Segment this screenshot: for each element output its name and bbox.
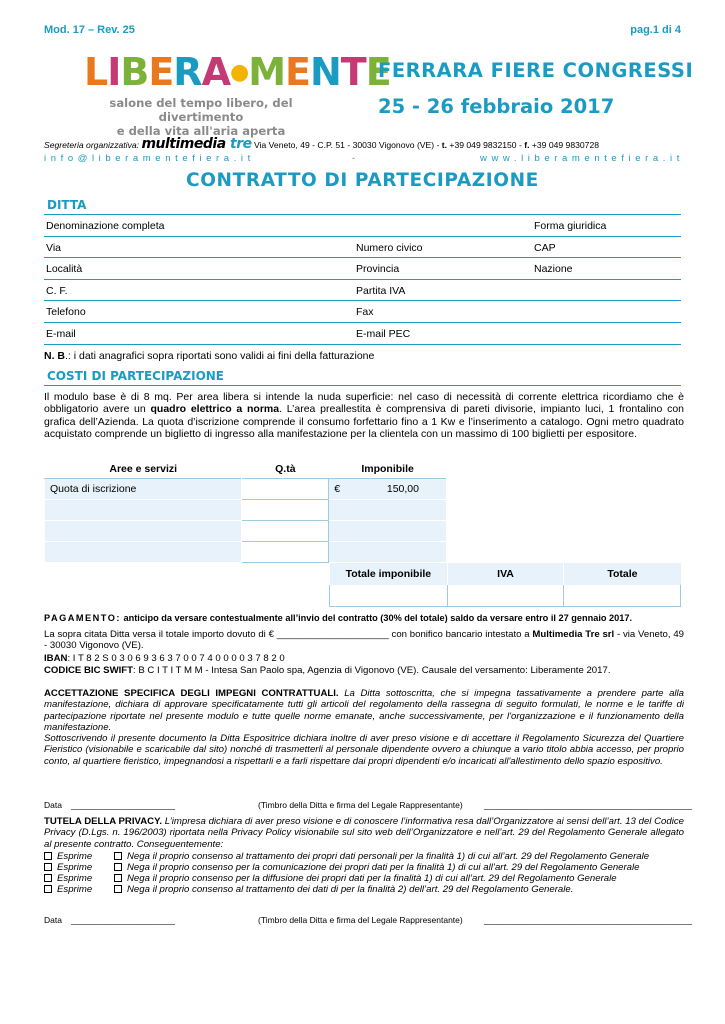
ditta-field-label: Telefono [46, 306, 86, 319]
tel-label: t. [441, 140, 448, 150]
col-imponibile: Imponibile [329, 460, 447, 478]
esprime-option[interactable] [44, 862, 92, 873]
ditta-field-label: CAP [534, 241, 556, 254]
ditta-heading: DITTA [47, 198, 87, 212]
nega-option[interactable] [114, 862, 640, 873]
payment-text-a: La sopra citata Ditta versa il totale importo dovuto di € _____________________ con bonifico bancario intestato a [44, 629, 533, 640]
table-row [45, 541, 447, 562]
signature-line-2 [44, 915, 693, 927]
stamp-label: (Timbro della Ditta e firma del Legale Rappresentante) [258, 800, 463, 810]
nega-label: Nega il proprio consenso al trattamento dei propri dati personali per la finalità 1) di cui all’art. 29 del Regolamento Generale [127, 851, 650, 862]
col-aree-servizi: Aree e servizi [45, 460, 242, 478]
ditta-row [44, 301, 681, 323]
checkbox-icon[interactable] [114, 874, 122, 882]
logo-tagline-line2: e della vita all'aria aperta [116, 124, 286, 138]
payment-terms [44, 613, 684, 624]
checkbox-icon[interactable] [114, 852, 122, 860]
ditta-field-label: E-mail [46, 328, 76, 340]
ditta-row [44, 280, 681, 302]
checkbox-icon[interactable] [44, 874, 52, 882]
totals-table [329, 563, 681, 607]
module-revision: Mod. 17 – Rev. 25 [44, 24, 135, 36]
website-link[interactable]: www.liberamentefiera.it [479, 153, 684, 164]
col-totale: Totale [564, 563, 681, 585]
esprime-label: Esprime [57, 851, 93, 862]
signature-line-1 [44, 800, 693, 812]
privacy-clause [44, 816, 684, 850]
ditta-field-label: C. F. [46, 284, 68, 297]
imponibile-input[interactable] [329, 520, 447, 541]
acceptance-text: La Ditta sottoscritta, che si impegna tassativamente a prendere parte alla manifestazione, dichiara di approvare specificatamente tutti gli articoli del regolamento della rassegna di seguito formulati, le norme e le tariffe di partecipazione riportate nel presente modulo e tutte quelle norme emanate, anche successivamente, per l'organizzazione e il funzionamento della manifestazione. [44, 688, 684, 734]
costi-heading: COSTI DI PARTECIPAZIONE [47, 369, 225, 383]
fair-venue-title: FERRARA FIERE CONGRESSI [378, 59, 694, 82]
ditta-field-label: Nazione [534, 263, 573, 276]
payment-paragraph [44, 629, 684, 652]
ditta-field-label: Forma giuridica [534, 220, 607, 232]
imponibile-input[interactable] [329, 541, 447, 562]
row-service-name: Quota di iscrizione [45, 478, 242, 499]
bic-label: CODICE BIC SWIFT [44, 665, 134, 676]
ditta-row [44, 258, 681, 280]
col-iva: IVA [447, 563, 564, 585]
privacy-text: L’impresa dichiara di aver preso visione e di conoscere l’informativa resa dall’Organizzatore ai sensi dell’art. 13 del Codice Privacy (D.Lgs. n. 196/2003) riportata nella Privacy Policy visionabile sul sito web dell’Organizzatore e nell’art. 29 del Regolamento Generale allegato al presente contratto. Conseguentemente: [44, 816, 684, 850]
date-label: Data [44, 800, 62, 810]
checkbox-icon[interactable] [114, 885, 122, 893]
ditta-field-label: Denominazione completa [46, 220, 165, 232]
col-qta: Q.tà [242, 460, 329, 478]
bic-value: : B C I T I T M M - Intesa San Paolo spa, Agenzia di Vigonovo (VE). Causale del versamento: Liberamente 2017. [133, 665, 611, 676]
privacy-option [44, 851, 684, 862]
qta-input[interactable] [242, 478, 329, 499]
ditta-row [44, 215, 681, 237]
fair-date: 25 - 26 febbraio 2017 [378, 95, 615, 118]
tel-number: +39 049 9832150 - [449, 140, 522, 150]
qta-input[interactable] [242, 520, 329, 541]
contact-separator: - [352, 153, 360, 164]
nega-label: Nega il proprio consenso al trattamento dei dati di per la finalità 2) dell’art. 29 del Regolamento Generale. [127, 884, 574, 895]
col-totale-imponibile: Totale imponibile [330, 563, 448, 585]
checkbox-icon[interactable] [44, 852, 52, 860]
signature-field[interactable]: ____________________________________________ [484, 915, 693, 925]
payment-beneficiary: Multimedia Tre srl [532, 629, 615, 640]
organizer-label: Segreteria organizzativa: [44, 140, 140, 150]
amount-value: 150,00 [386, 482, 419, 495]
checkbox-icon[interactable] [44, 863, 52, 871]
checkbox-icon[interactable] [114, 863, 122, 871]
table-row [330, 585, 681, 606]
nega-option[interactable] [114, 851, 649, 862]
fax-label: f. [524, 140, 530, 150]
nega-option[interactable] [114, 873, 617, 884]
iban-label: IBAN [44, 653, 68, 664]
acceptance-clause [44, 688, 684, 734]
qta-input[interactable] [242, 541, 329, 562]
ditta-field-label: Provincia [356, 263, 400, 276]
privacy-option [44, 884, 684, 895]
date-field[interactable]: ______________________ [71, 800, 176, 810]
page-number: pag.1 di 4 [630, 24, 681, 36]
ditta-field-label: Partita IVA [356, 284, 406, 297]
logo-tagline [92, 96, 310, 138]
costi-text-2: . L’area preallestita è comprensiva di pareti divisorie, impianto luci, 1 frontalino con grafica dell’Azienda. La quota d’iscrizione comprende il consumo forfettario fino a 1 Kw e l’inserimento a catalogo. Ogni metro quadrato acquistato comprende un biglietto di ingresso alla manifestazione per la clientela con un massimo di 100 biglietti per espositore. [44, 403, 685, 441]
page-header [44, 24, 681, 38]
document-title: CONTRATTO DI PARTECIPAZIONE [186, 170, 539, 191]
esprime-label: Esprime [57, 884, 93, 895]
payment-text-c: - via Veneto, 49 - 30030 Vigonovo (VE). [44, 629, 684, 652]
logo-wordmark: LIBERA●MENTE [84, 50, 391, 94]
payment-text: anticipo da versare contestualmente all’invio del contratto (30% del totale) saldo da versare entro il 27 gennaio 2017. [120, 613, 633, 623]
service-input[interactable] [45, 541, 242, 562]
esprime-label: Esprime [57, 862, 93, 873]
checkbox-icon[interactable] [44, 885, 52, 893]
stamp-label: (Timbro della Ditta e firma del Legale Rappresentante) [258, 915, 463, 925]
organizer-info [44, 136, 684, 152]
ditta-field-label: E-mail PEC [356, 328, 411, 340]
costi-divider [44, 385, 681, 386]
table-row [45, 499, 447, 520]
bic-line [44, 665, 684, 676]
iban-line [44, 653, 684, 664]
payment-label: PAGAMENTO: [44, 613, 121, 623]
liberamente-logo [84, 50, 391, 138]
email-link[interactable]: info@liberamentefiera.it [44, 153, 255, 164]
date-label: Data [44, 915, 62, 925]
safety-clause: Sottoscrivendo il presente documento la Ditta Espositrice dichiara inoltre di aver preso visione e di accettare il Regolamento Sicurezza del Quartiere Fieristico (visionabile e scaricabile dal sito) nonché di trasmetterli al personale dipendente ovvero a chiunque a vario titolo abbia accesso, per proprio conto, al quartiere fieristico, impegnandosi a rispettarli e a farli rispettare dai propri dipendenti e/o incaricati all'allestimento dello spazio espositivo. [44, 733, 684, 767]
costi-text-bold: quadro elettrico a norma [150, 403, 280, 416]
esprime-option[interactable] [44, 884, 92, 895]
contact-line [44, 153, 684, 165]
table-row [45, 478, 447, 499]
ditta-row [44, 323, 681, 345]
service-input[interactable] [45, 520, 242, 541]
row-imponibile [329, 478, 447, 499]
table-row [45, 520, 447, 541]
multimedia-tre-logo [141, 136, 251, 152]
esprime-label: Esprime [57, 873, 93, 884]
totale-input[interactable] [564, 585, 681, 606]
acceptance-label: ACCETTAZIONE SPECIFICA DEGLI IMPEGNI CONTRATTUALI. [44, 688, 339, 699]
brand-b: tre [230, 136, 252, 152]
signature-field[interactable]: ____________________________________________ [484, 800, 693, 810]
ditta-field-label: Numero civico [356, 241, 423, 254]
nb-label: N. B [44, 350, 65, 362]
esprime-option[interactable] [44, 851, 92, 862]
date-field[interactable]: ______________________ [71, 915, 176, 925]
nb-text: .: i dati anagrafici sopra riportati sono validi ai fini della fatturazione [65, 350, 375, 362]
logo-tagline-line1: salone del tempo libero, del divertimento [109, 96, 293, 124]
qta-input[interactable] [242, 499, 329, 520]
nega-option[interactable] [114, 884, 573, 895]
totale-imponibile-input[interactable] [330, 585, 448, 606]
privacy-option [44, 873, 684, 884]
currency-symbol: € [334, 482, 341, 495]
esprime-option[interactable] [44, 873, 92, 884]
costi-text-1: Il modulo base è di 8 mq. Per area libera si intende la nuda superficie: nel caso di necessità di corrente elettrica ricordiamo che è obbligatorio avere un [44, 391, 684, 416]
organizer-address: Via Veneto, 49 - C.P. 51 - 30030 Vigonovo (VE) - [254, 140, 440, 150]
service-input[interactable] [45, 499, 242, 520]
ditta-field-label: Via [46, 241, 61, 254]
privacy-option [44, 862, 684, 873]
imponibile-input[interactable] [329, 499, 447, 520]
services-table [44, 460, 447, 563]
ditta-field-label: Località [46, 263, 83, 276]
privacy-label: TUTELA DELLA PRIVACY. [44, 816, 163, 827]
iban-value: : I T 8 2 S 0 3 0 6 9 3 6 3 7 0 0 7 4 0 0 0 0 3 7 8 2 0 [67, 653, 285, 664]
nega-label: Nega il proprio consenso per la diffusione dei propri dati per la finalità 1) di cui all’art. 29 del Regolamento Generale [127, 873, 617, 884]
fax-number: +39 049 9830728 [531, 140, 600, 150]
brand-a: multimedia [141, 136, 226, 152]
nega-label: Nega il proprio consenso per la comunicazione dei propri dati per la finalità 1) di cui all’art. 29 del Regolamento Generale [127, 862, 640, 873]
nb-note [44, 350, 374, 362]
costi-paragraph [44, 391, 684, 441]
ditta-row [44, 237, 681, 259]
iva-input[interactable] [447, 585, 564, 606]
ditta-field-label: Fax [356, 306, 374, 319]
